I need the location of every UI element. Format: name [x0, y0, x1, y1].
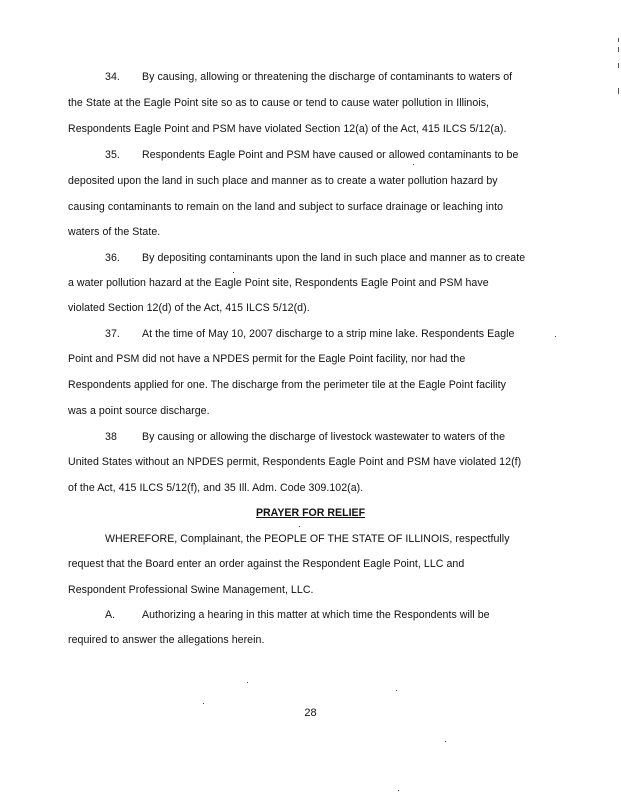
paragraph-number: 38 [105, 431, 117, 443]
paragraph-34-line-2: the State at the Eagle Point site so as to cause or tend to cause water pollution in Illinois, [68, 97, 490, 109]
scan-speck [445, 741, 446, 742]
paragraph-34-line-1: 34. By causing, allowing or threatening the discharge of contaminants to waters of [105, 71, 513, 83]
paragraph-36-line-2: a water pollution hazard at the Eagle Point site, Respondents Eagle Point and PSM have [68, 277, 489, 289]
paragraph-36-line-3: violated Section 12(d) of the Act, 415 ILCS 5/12(d). [68, 302, 310, 314]
paragraph-35-line-3: causing contaminants to remain on the land and subject to surface drainage or leaching into [68, 201, 504, 213]
paragraph-38-line-2: United States without an NPDES permit, Respondents Eagle Point and PSM have violated 12(f) [68, 456, 522, 468]
paragraph-35-line-4: waters of the State. [68, 226, 161, 238]
paragraph-35-line-2: deposited upon the land in such place and manner as to create a water pollution hazard by [68, 175, 498, 187]
edge-mark [618, 88, 619, 94]
paragraph-34-line-3: Respondents Eagle Point and PSM have violated Section 12(a) of the Act, 415 ILCS 5/12(a). [68, 123, 507, 135]
paragraph-35-line-1: 35. Respondents Eagle Point and PSM have caused or allowed contaminants to be [105, 149, 519, 161]
paragraph-37-line-2: Point and PSM did not have a NPDES permit for the Eagle Point facility, nor had the [68, 353, 466, 365]
prayer-line-3: Respondent Professional Swine Management, LLC. [68, 584, 314, 596]
item-letter: A. [105, 609, 116, 621]
paragraph-number: 37. [105, 328, 120, 340]
edge-mark [618, 63, 619, 68]
paragraph-37-line-1: 37. At the time of May 10, 2007 discharge to a strip mine lake. Respondents Eagle [105, 328, 515, 340]
relief-item-a-line-2: required to answer the allegations herein. [68, 634, 265, 646]
scan-speck [396, 690, 397, 691]
paragraph-number: 36. [105, 252, 120, 264]
paragraph-number: 34. [105, 71, 120, 83]
page-number: 28 [304, 707, 317, 719]
edge-mark [618, 38, 619, 42]
scan-speck [233, 272, 234, 273]
paragraph-number: 35. [105, 149, 120, 161]
paragraph-37-line-4: was a point source discharge. [68, 405, 210, 417]
scan-speck [413, 164, 414, 165]
scan-speck [203, 703, 204, 704]
paragraph-38-line-3: of the Act, 415 ILCS 5/12(f), and 35 Ill. Adm. Code 309.102(a). [68, 482, 364, 494]
scan-speck [247, 682, 248, 683]
prayer-for-relief-heading: PRAYER FOR RELIEF [255, 507, 366, 519]
edge-mark [618, 47, 619, 52]
paragraph-38-line-1: 38 By causing or allowing the discharge of livestock wastewater to waters of the [105, 431, 506, 443]
prayer-line-2: request that the Board enter an order against the Respondent Eagle Point, LLC and [68, 558, 465, 570]
scan-speck [398, 790, 399, 791]
prayer-line-1: WHEREFORE, Complainant, the PEOPLE OF THE STATE OF ILLINOIS, respectfully [105, 533, 510, 545]
paragraph-37-line-3: Respondents applied for one. The discharge from the perimeter tile at the Eagle Point facility [68, 379, 506, 391]
scan-speck [299, 526, 300, 527]
relief-item-a-line-1: A. Authorizing a hearing in this matter at which time the Respondents will be [105, 609, 490, 621]
paragraph-36-line-1: 36. By depositing contaminants upon the land in such place and manner as to create [105, 252, 526, 264]
scan-speck [555, 336, 556, 337]
